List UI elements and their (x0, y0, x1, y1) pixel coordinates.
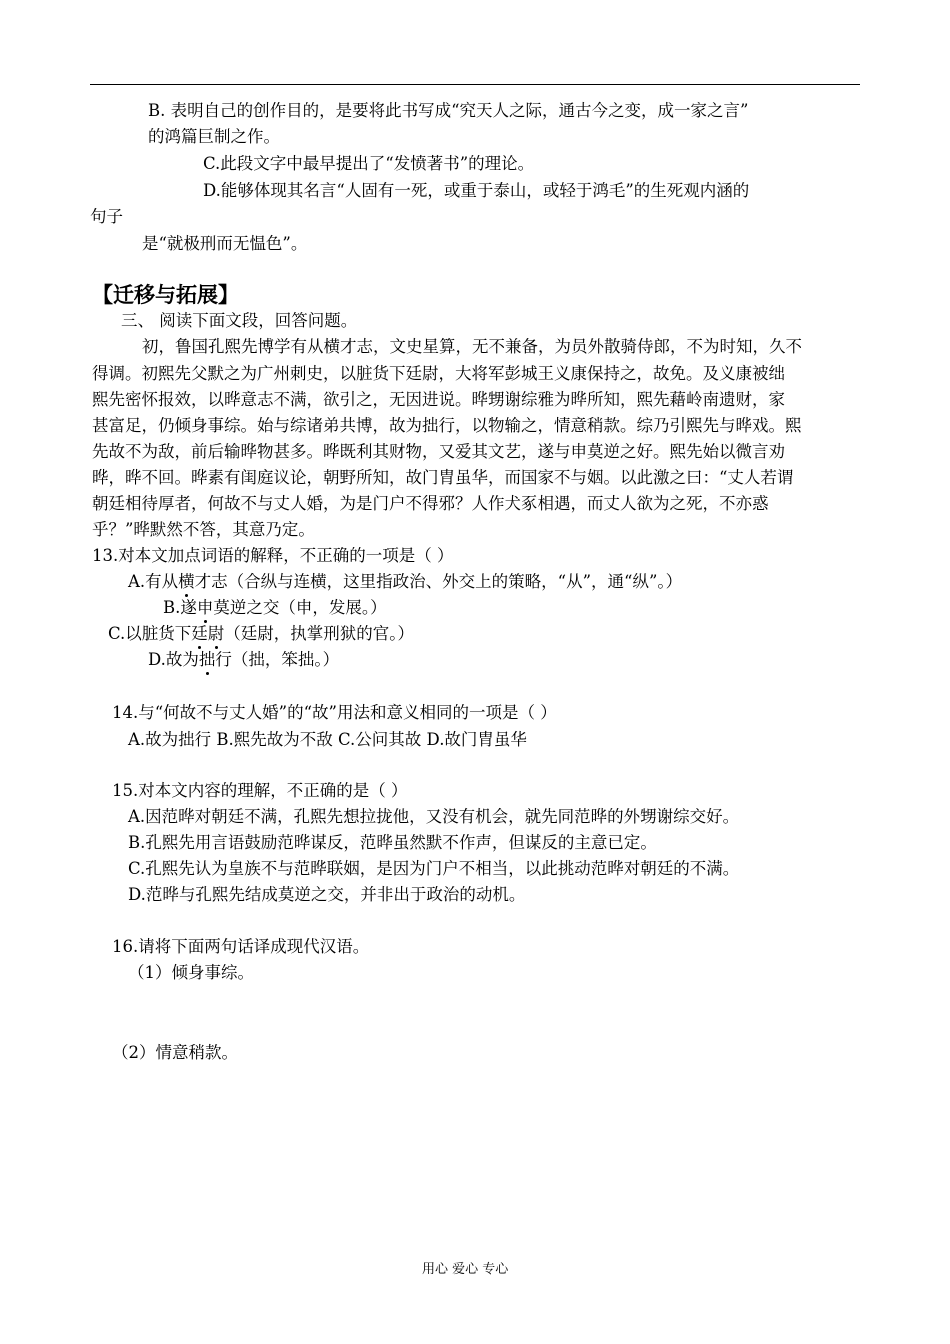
section-heading: 【迁移与拓展】 (92, 283, 239, 307)
q13-option-c: C.以脏货下廷尉（廷尉，执掌刑狱的官。） (108, 624, 415, 643)
emphasis-dot-char: 申 (196, 598, 214, 617)
page-footer: 用心 爱心 专心 (422, 1262, 509, 1277)
option-c: C.此段文字中最早提出了“发愤著书”的理论。 (203, 154, 535, 173)
q13-option-b: B.遂申莫逆之交（申，发展。） (163, 598, 387, 617)
option-b-line1: B. 表明自己的创作目的，是要将此书写成“究天人之际，通古今之变，成一家之言” (148, 101, 749, 120)
q15-stem: 15.对本文内容的理解，不正确的是（ ） (112, 781, 408, 800)
q15-option-c: C.孔熙先认为皇族不与范晔联姻，是因为门户不相当，以此挑动范晔对朝廷的不满。 (128, 859, 740, 878)
passage-line: 熙先密怀报效，以晔意志不满，欲引之，无因进说。晔甥谢综雅为晔所知，熙先藉岭南遗财，家 (92, 390, 785, 409)
q15-option-b: B.孔熙先用言语鼓励范晔谋反，范晔虽然默不作声，但谋反的主意已定。 (128, 833, 657, 852)
passage-line: 得调。初熙先父默之为广州刺史，以脏货下廷尉，大将军彭城王义康保持之，故免。及义康被绌 (92, 364, 785, 383)
q16-part1: （1）倾身事综。 (128, 963, 254, 982)
section-instruction: 三、 阅读下面文段，回答问题。 (121, 311, 358, 330)
q14-stem: 14.与“何故不与丈人婚”的“故”用法和意义相同的一项是（ ） (112, 703, 557, 722)
passage-line: 朝廷相待厚者，何故不与丈人婚，为是门户不得邪？人作犬豖相遇，而丈人欲为之死，不亦惑 (92, 494, 769, 513)
emphasis-dot-char: 廷 (191, 624, 208, 643)
q16-stem: 16.请将下面两句话译成现代汉语。 (112, 937, 370, 956)
emphasis-dot-char: 尉 (207, 624, 225, 643)
emphasis-dot-char: 横 (178, 572, 195, 591)
q16-part2: （2）情意稍款。 (112, 1043, 238, 1062)
passage-line: 先故不为敌，前后输晔物甚多。晔既利其财物，又爱其文艺，遂与申莫逆之好。熙先始以微言劝 (92, 442, 785, 461)
option-d-line1: D.能够体现其名言“人固有一死，或重于泰山，或轻于鸿毛”的生死观内涵的 (203, 181, 750, 200)
q15-option-d: D.范晔与孔熙先结成莫逆之交，并非出于政治的动机。 (128, 885, 526, 904)
q14-options: A.故为拙行 B.熙先故为不敌 C.公问其故 D.故门胄虽华 (128, 730, 527, 749)
passage-line: 晔，晔不回。晔素有闺庭议论，朝野所知，故门胄虽华，而国家不与姻。以此激之曰：“丈人若谓 (92, 468, 794, 487)
emphasis-dot-char: 拙 (198, 650, 216, 669)
option-b-line2: 的鸿篇巨制之作。 (148, 127, 280, 146)
passage-line: 初，鲁国孔熙先博学有从横才志，文史星算，无不兼备，为员外散骑侍郎，不为时知，久不 (142, 337, 802, 356)
q15-option-a: A.因范晔对朝廷不满，孔熙先想拉拢他，又没有机会，就先同范晔的外甥谢综交好。 (128, 807, 740, 826)
option-d-line3: 是“就极刑而无愠色”。 (142, 234, 308, 253)
passage-line: 乎？”晔默然不答，其意乃定。 (92, 520, 315, 539)
q13-option-d: D.故为拙行（拙，笨拙。） (148, 650, 340, 669)
q13-stem: 13.对本文加点词语的解释，不正确的一项是（ ） (92, 546, 454, 565)
passage-line: 甚富足，仍倾身事综。始与综诸弟共博，故为拙行，以物输之，情意稍款。综乃引熙先与晔戏。熙 (92, 416, 802, 435)
header-rule (90, 84, 860, 85)
q13-option-a: A.有从横才志（合纵与连横，这里指政治、外交上的策略，“从”，通“纵”。） (128, 572, 683, 591)
option-d-line2: 句子 (90, 207, 123, 226)
